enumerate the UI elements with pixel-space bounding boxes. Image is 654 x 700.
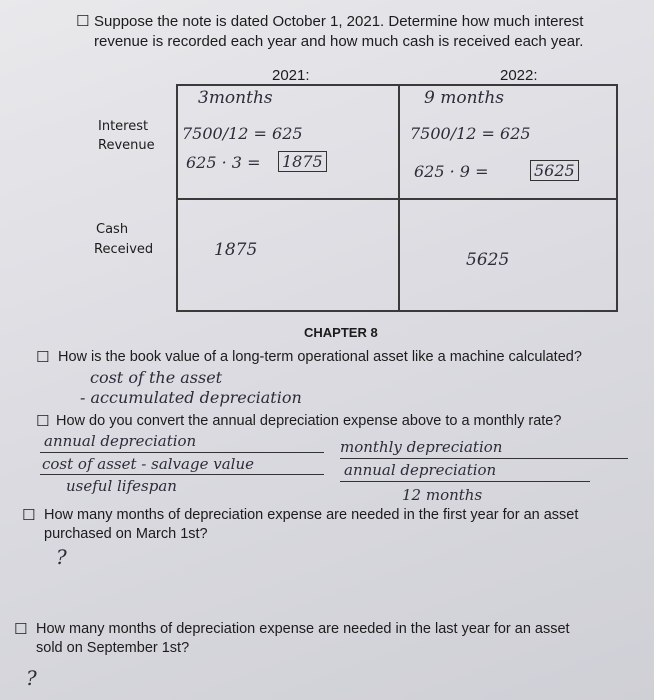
q4-checkbox[interactable]: ☐ xyxy=(22,507,36,524)
q3-hw-left3: useful lifespan xyxy=(66,477,177,495)
q3-fraction-bar-right1 xyxy=(340,458,628,459)
q3-hw-right2: annual depreciation xyxy=(344,461,497,479)
q3-hw-right3: 12 months xyxy=(402,486,483,504)
hw-2021-result: 1875 xyxy=(278,151,327,172)
hw-2021-calc: 7500/12 = 625 xyxy=(182,124,303,143)
q2-checkbox[interactable]: ☐ xyxy=(36,349,50,366)
hw-2021-months: 3months xyxy=(198,88,273,108)
q3-checkbox[interactable]: ☐ xyxy=(36,413,50,430)
chapter-heading: CHAPTER 8 xyxy=(304,325,378,340)
row-label-revenue: Revenue xyxy=(98,138,155,153)
hw-cash-2022: 5625 xyxy=(466,250,510,270)
hw-2021-mult: 625 · 3 = xyxy=(186,153,261,172)
hw-2022-result: 5625 xyxy=(530,160,579,181)
q5-checkbox[interactable]: ☐ xyxy=(14,621,28,638)
col-header-2022: 2022: xyxy=(500,67,538,84)
hw-cash-2021: 1875 xyxy=(214,240,258,260)
hw-2022-mult: 625 · 9 = xyxy=(414,162,489,181)
q3-hw-left1: annual depreciation xyxy=(44,432,197,450)
hw-2022-calc: 7500/12 = 625 xyxy=(410,124,531,143)
q1-text-line1: Suppose the note is dated October 1, 2021. Determine how much interest xyxy=(94,13,584,30)
q1-text-line2: revenue is recorded each year and how much cash is received each year. xyxy=(94,33,584,50)
q5-text-line2: sold on September 1st? xyxy=(36,640,190,656)
q2-hw-line2: - accumulated depreciation xyxy=(80,388,302,407)
q4-text-line1: How many months of depreciation expense are needed in the first year for an asset xyxy=(44,507,579,523)
table-border-bottom xyxy=(176,310,618,312)
q3-fraction-bar-right2 xyxy=(340,481,590,482)
table-border-top xyxy=(176,84,618,86)
q4-hw: ? xyxy=(56,545,67,569)
table-border-row xyxy=(176,198,618,200)
q3-text: How do you convert the annual depreciation expense above to a monthly rate? xyxy=(56,413,562,429)
q3-fraction-bar-left1 xyxy=(40,452,324,453)
q5-hw: ? xyxy=(26,666,37,690)
hw-2022-months: 9 months xyxy=(424,88,505,108)
q3-fraction-bar-left2 xyxy=(40,474,324,475)
q2-hw-line1: cost of the asset xyxy=(90,368,223,387)
q2-text: How is the book value of a long-term operational asset like a machine calculated? xyxy=(58,349,582,365)
q4-text-line2: purchased on March 1st? xyxy=(44,526,208,542)
q1-checkbox[interactable]: ☐ xyxy=(76,13,90,30)
q5-text-line1: How many months of depreciation expense are needed in the last year for an asset xyxy=(36,621,570,637)
row-label-cash: Cash xyxy=(96,222,129,237)
q3-hw-left2: cost of asset - salvage value xyxy=(42,455,254,473)
col-header-2021: 2021: xyxy=(272,67,310,84)
row-label-interest: Interest xyxy=(98,119,149,134)
q3-hw-right1: monthly depreciation xyxy=(340,438,503,456)
row-label-received: Received xyxy=(94,242,154,257)
